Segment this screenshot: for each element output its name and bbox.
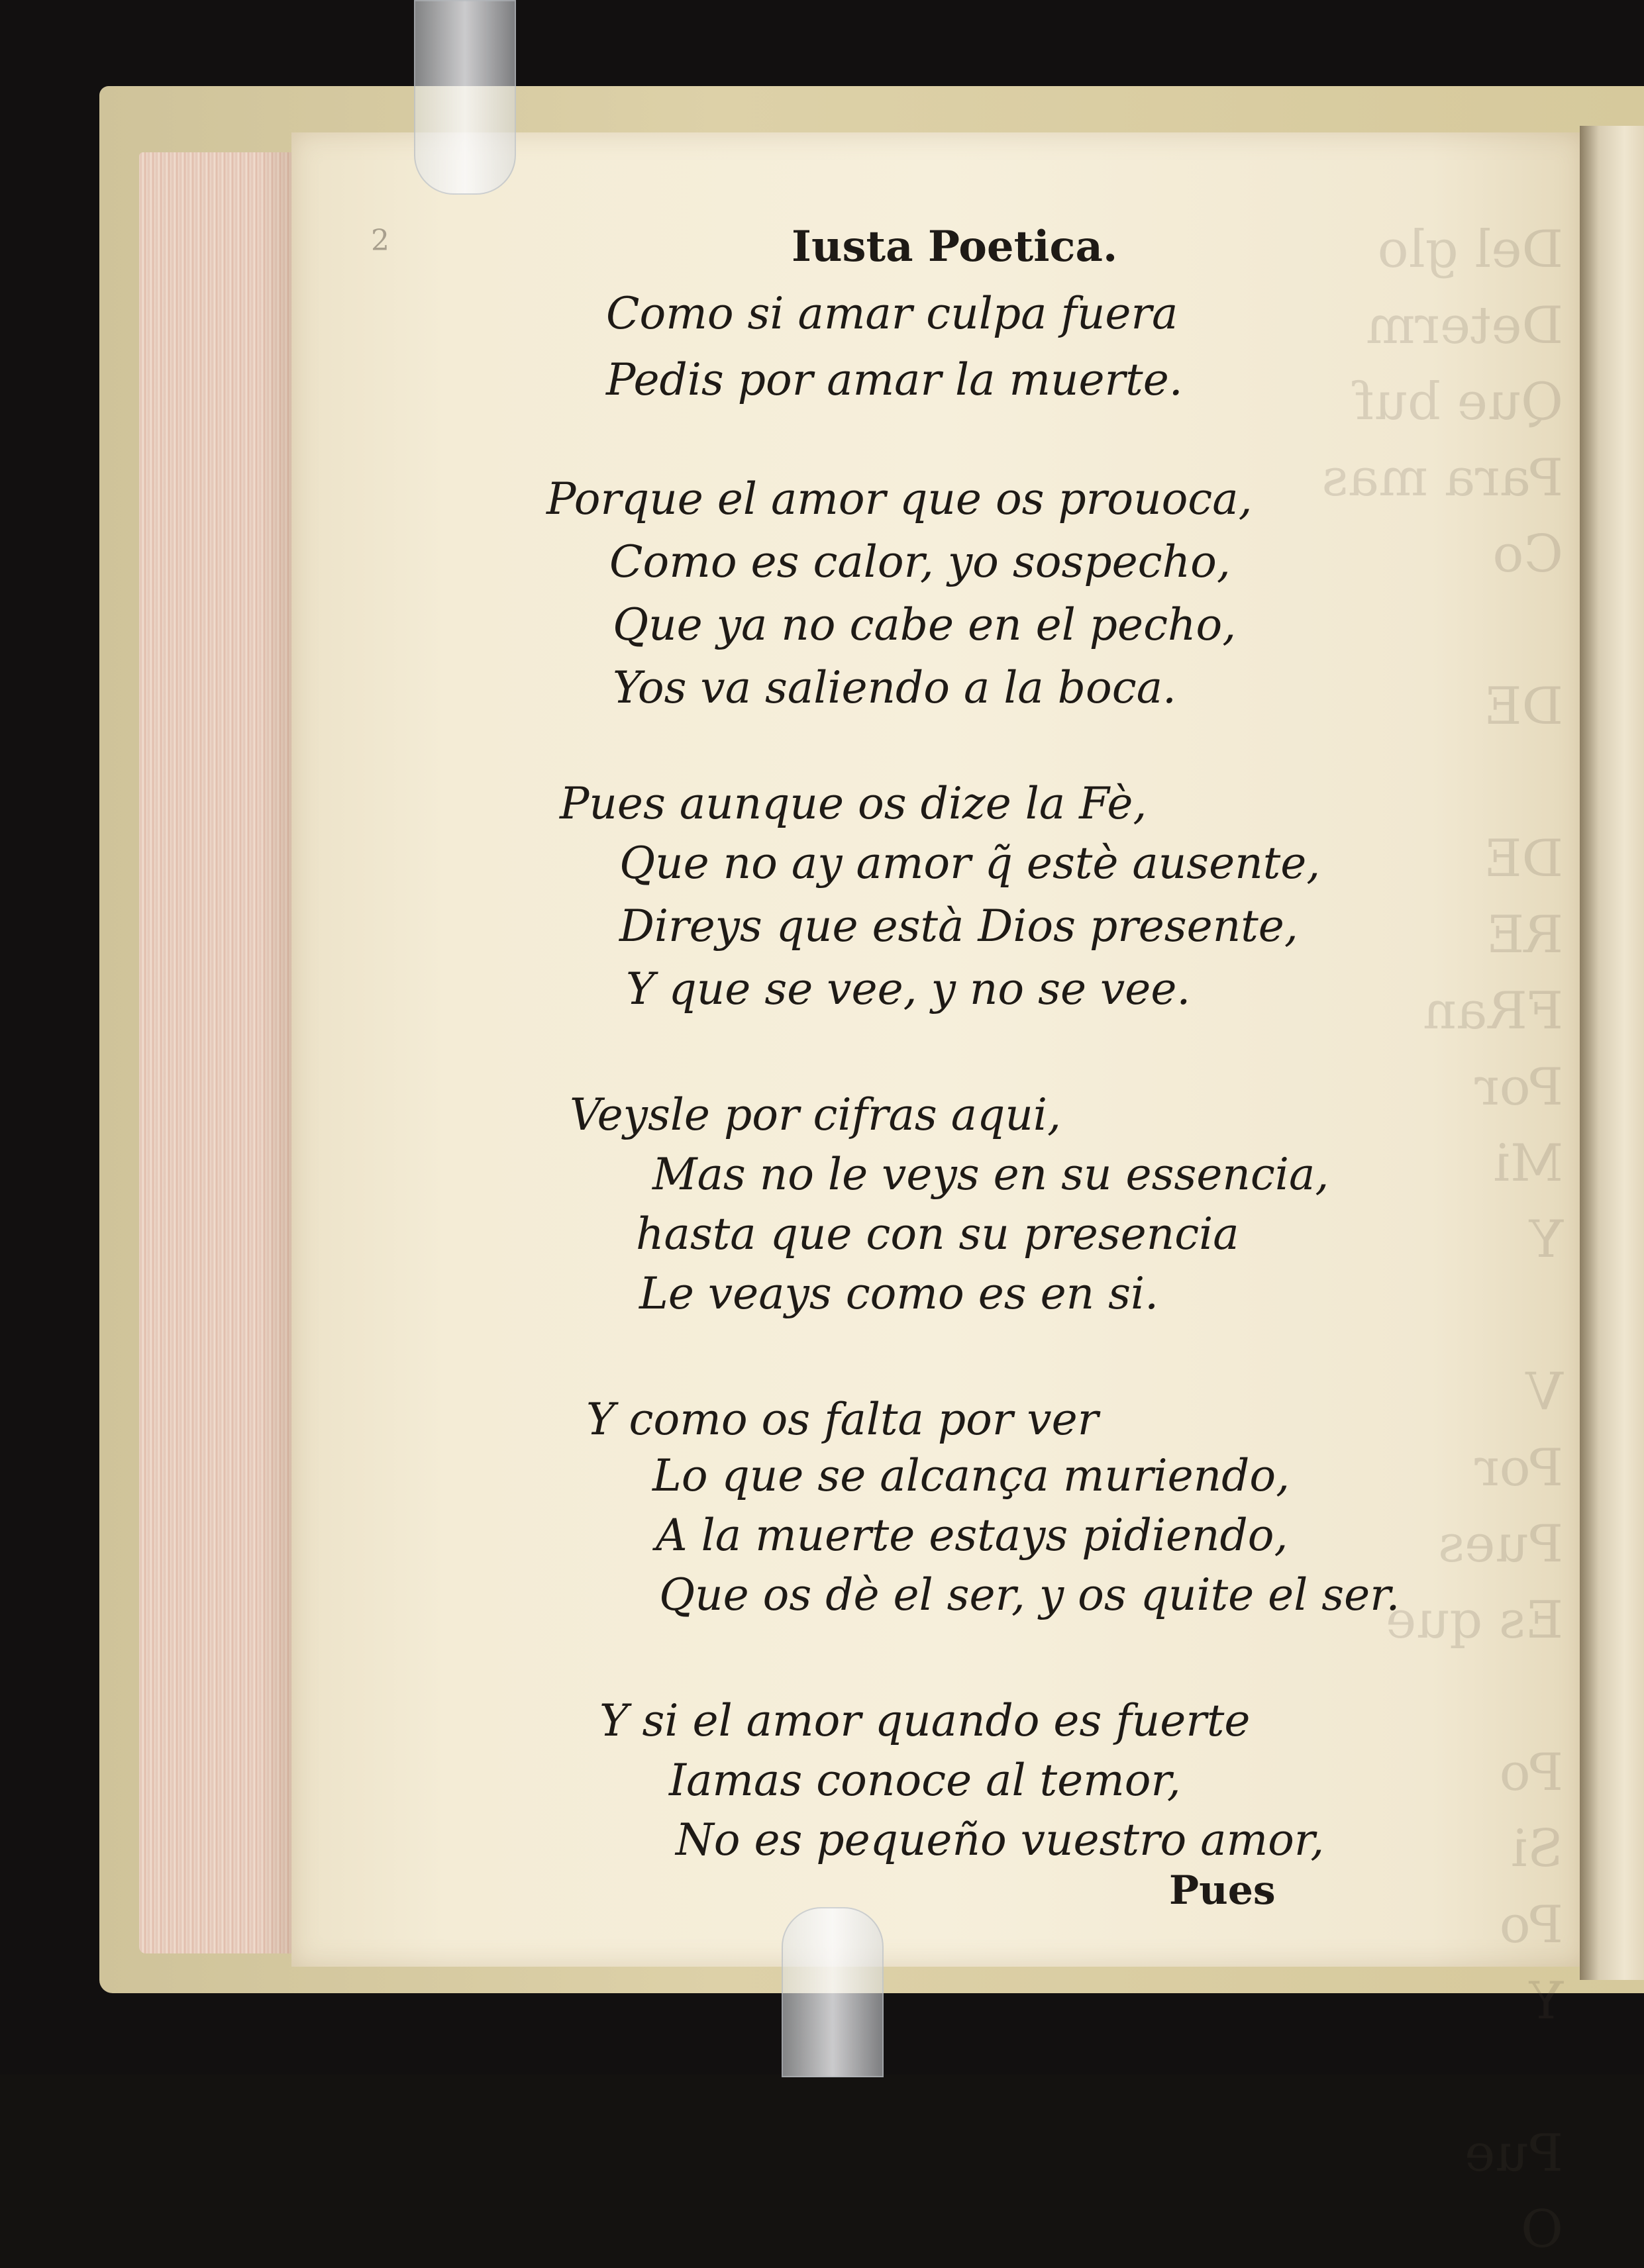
verse-line: Y que se vee, y no se vee. xyxy=(626,963,1191,1014)
running-head: Iusta Poetica. xyxy=(792,222,1118,271)
verse-line: Yos va saliendo a la boca. xyxy=(613,662,1177,713)
verse-line: Como si amar culpa fuera xyxy=(606,288,1178,339)
verse-line: Iamas conoce al temor, xyxy=(669,1755,1181,1806)
verse-line: Porque el amor que os prouoca, xyxy=(546,473,1253,524)
verse-line: Que no ay amor q̃ estè ausente, xyxy=(619,838,1321,889)
verse-line: hasta que con su presencia xyxy=(636,1208,1239,1259)
verse-line: Le veays como es en si. xyxy=(639,1268,1159,1319)
folio-mark: 2 xyxy=(371,224,389,258)
verse-line: Que ya no cabe en el pecho, xyxy=(613,599,1237,650)
verse-line: Veysle por cifras aqui, xyxy=(570,1089,1061,1140)
verse-line: Como es calor, yo sospecho, xyxy=(609,536,1231,587)
catchword: Pues xyxy=(1169,1867,1276,1914)
verse-line: Que os dè el ser, y os quite el ser. xyxy=(659,1569,1400,1620)
verse-line: Pedis por amar la muerte. xyxy=(606,354,1183,405)
verse-line: Mas no le veys en su essencia, xyxy=(652,1149,1329,1200)
verse-line: Lo que se alcança muriendo, xyxy=(652,1450,1290,1501)
verse-line: Direys que està Dios presente, xyxy=(619,901,1298,952)
show-through-text: Del glo Determ Que buf Para mas Co DE DE RE FRan Por Mi Y V Por Pues Es que Po Si Po Y Pue O xyxy=(1321,220,1563,2259)
verse-line: A la muerte estays pidiendo, xyxy=(656,1510,1288,1561)
verse-line: Pues aunque os dize la Fè, xyxy=(560,778,1147,829)
verse-line: Y si el amor quando es fuerte xyxy=(599,1695,1251,1746)
verse-line: Y como os falta por ver xyxy=(586,1394,1099,1445)
verse-line: No es pequeño vuestro amor, xyxy=(676,1814,1325,1865)
